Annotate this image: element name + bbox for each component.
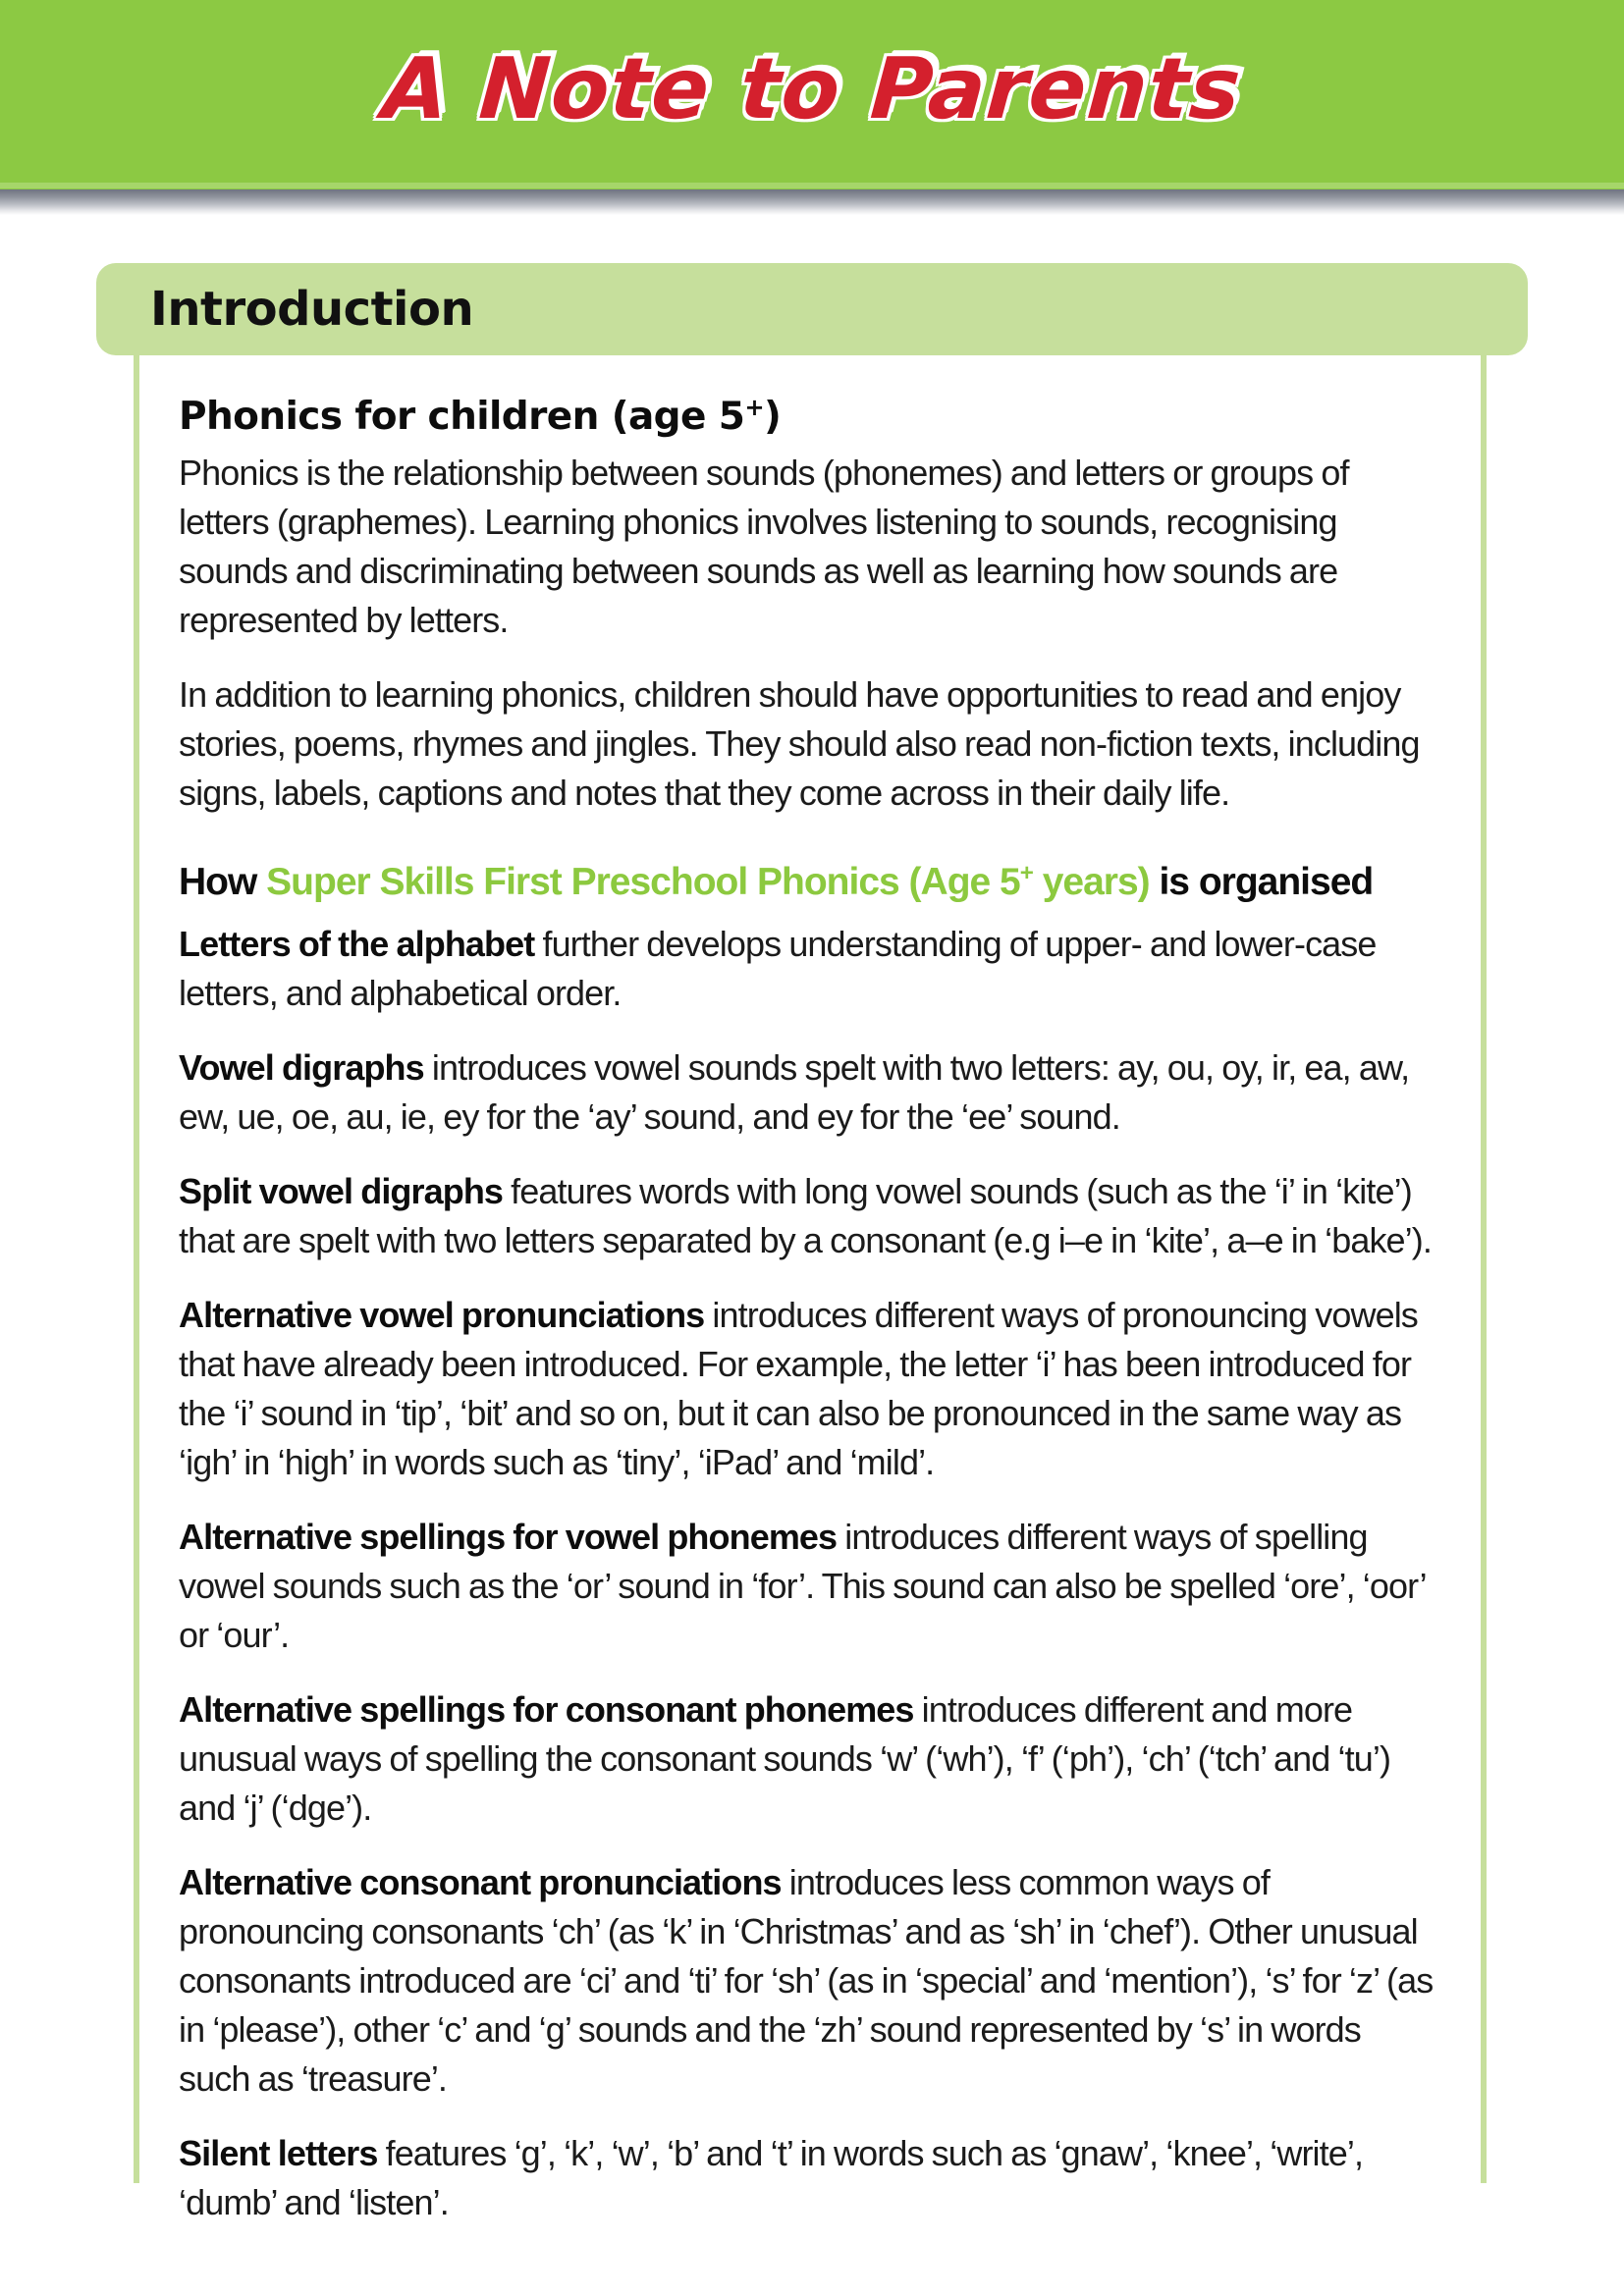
phonics-entry-description: features ‘g’, ‘k’, ‘w’, ‘b’ and ‘t’ in words such as ‘gnaw’, ‘knee’, ‘write’, ‘dumb’ and ‘listen’.	[179, 2133, 1364, 2222]
phonics-entry-term: Alternative consonant pronunciations	[179, 1862, 782, 1902]
phonics-entry-term: Silent letters	[179, 2133, 378, 2173]
phonics-entry	[179, 1685, 1437, 1833]
phonics-entry-description: introduces different and more unusual ways of spelling the consonant sounds ‘w’ (‘wh’), ‘f’ (‘ph’), ‘ch’ (‘tch’ and ‘tu’) and ‘j’ (‘dge’).	[179, 1689, 1391, 1828]
phonics-entry-term: Alternative spellings for consonant phonemes	[179, 1689, 914, 1730]
phonics-entry-term: Vowel digraphs	[179, 1047, 424, 1088]
banner-underline	[0, 183, 1624, 188]
subsection-heading-suffix: )	[764, 395, 782, 439]
phonics-entry	[179, 1043, 1437, 1142]
product-age-superscript: +	[1019, 860, 1033, 886]
paragraph-phonics-definition: Phonics is the relationship between sounds (phonemes) and letters or groups of letters (graphemes). Learning phonics involves listening to sounds, recognising sounds and discriminating between sounds as well as learning how sounds are represented by letters.	[179, 453, 1349, 640]
organisation-heading-prefix: How	[179, 861, 267, 903]
phonics-entry-description: introduces vowel sounds spelt with two letters: ay, ou, oy, ir, ea, aw, ew, ue, oe, au, ie, ey for the ‘ay’ sound, and ey for the ‘ee’ sound.	[179, 1047, 1410, 1137]
organisation-heading-suffix: is organised	[1149, 861, 1374, 903]
content-inner	[139, 355, 1481, 2227]
phonics-entry-description: introduces less common ways of pronouncing consonants ‘ch’ (as ‘k’ in ‘Christmas’ and as ‘sh’ in ‘chef’). Other unusual consonants introduced are ‘ci’ and ‘ti’ for ‘sh’ (as in ‘special’ and ‘mention’), ‘s’ for ‘z’ (as in ‘please’), other ‘c’ and ‘g’ sounds and the ‘zh’ sound represented by ‘s’ in words such as ‘treasure’.	[179, 1862, 1434, 2099]
phonics-entry	[179, 2129, 1437, 2227]
subsection-heading	[179, 395, 1437, 439]
phonics-entry	[179, 1291, 1437, 1487]
content-panel	[134, 355, 1487, 2222]
phonics-entry	[179, 1167, 1437, 1265]
product-name-suffix: years)	[1032, 861, 1150, 903]
age-superscript: +	[744, 394, 764, 421]
phonics-entry-description: introduces different ways of pronouncing vowels that have already been introduced. For example, the letter ‘i’ has been introduced for the ‘i’ sound in ‘tip’, ‘bit’ and so on, but it can also be pronounced in the same way as ‘igh’ in ‘high’ in words such as ‘tiny’, ‘iPad’ and ‘mild’.	[179, 1295, 1418, 1482]
phonics-entry	[179, 920, 1437, 1018]
phonics-entry	[179, 1858, 1437, 2104]
section-title: Introduction	[150, 282, 474, 337]
organisation-heading	[179, 861, 1437, 904]
phonics-entry-list	[179, 920, 1437, 2227]
phonics-entry-term: Split vowel digraphs	[179, 1171, 504, 1211]
phonics-entry-description: features words with long vowel sounds (such as the ‘i’ in ‘kite’) that are spelt with two letters separated by a consonant (e.g i–e in ‘kite’, a–e in ‘bake’).	[179, 1171, 1432, 1260]
phonics-entry-description: further develops understanding of upper- and lower-case letters, and alphabetical order.	[179, 924, 1377, 1013]
section-header-pill	[96, 263, 1528, 355]
paragraph-reading-opportunities: In addition to learning phonics, children should have opportunities to read and enjoy stories, poems, rhymes and jingles. They should also read non-fiction texts, including signs, labels, captions and notes that they come across in their daily life.	[179, 674, 1420, 813]
subsection-heading-text: Phonics for children (age 5	[179, 395, 745, 439]
phonics-entry-term: Alternative spellings for vowel phonemes	[179, 1517, 838, 1557]
phonics-entry-description: introduces different ways of spelling vowel sounds such as the ‘or’ sound in ‘for’. This sound can also be spelled ‘ore’, ‘oor’ or ‘our’.	[179, 1517, 1426, 1655]
phonics-entry	[179, 1513, 1437, 1660]
page-banner	[0, 0, 1624, 189]
product-name: Super Skills First Preschool Phonics (Age 5	[266, 861, 1020, 903]
banner-drop-shadow	[0, 189, 1624, 215]
page-title: A Note to Parents	[379, 39, 1245, 138]
phonics-entry-term: Letters of the alphabet	[179, 924, 535, 964]
phonics-entry-term: Alternative vowel pronunciations	[179, 1295, 705, 1335]
